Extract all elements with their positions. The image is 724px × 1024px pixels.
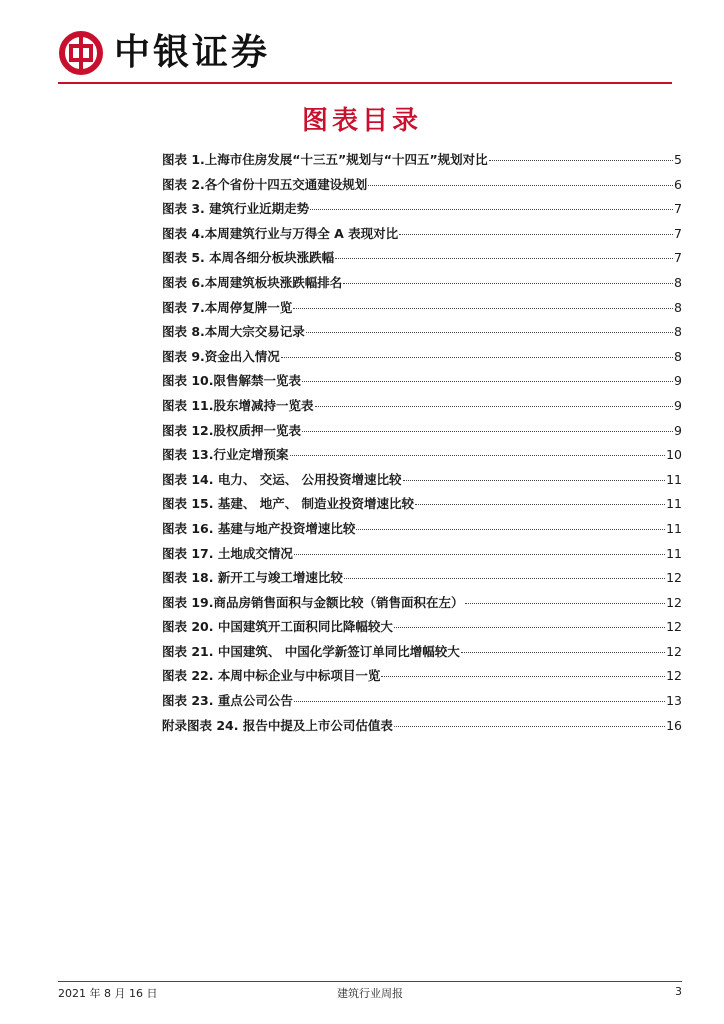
toc-leader-dots (343, 283, 673, 284)
toc-entry[interactable] (162, 150, 682, 175)
toc-entry-label: 图表 22. 本周中标企业与中标项目一览 (162, 668, 381, 684)
toc-entry[interactable] (162, 273, 682, 298)
toc-entry-label: 图表 19.商品房销售面积与金额比较（销售面积在左） (162, 594, 464, 610)
toc-entry[interactable] (162, 568, 682, 593)
toc-leader-dots (403, 480, 666, 481)
toc-entry[interactable] (162, 691, 682, 716)
toc-leader-dots (294, 554, 665, 555)
toc-entry[interactable] (162, 470, 682, 495)
toc-entry[interactable] (162, 298, 682, 323)
toc-leader-dots (335, 258, 673, 259)
toc-leader-dots (293, 308, 673, 309)
toc-entry-label: 图表 3. 建筑行业近期走势 (162, 201, 310, 217)
toc-entry-page: 8 (674, 324, 682, 340)
toc-entry-label: 图表 23. 重点公司公告 (162, 693, 293, 709)
toc-entry[interactable] (162, 322, 682, 347)
toc-leader-dots (394, 627, 665, 628)
toc-entry-label: 图表 11.股东增减持一览表 (162, 397, 314, 413)
toc-entry-page: 11 (666, 471, 682, 487)
toc-entry-label: 图表 5. 本周各细分板块涨跌幅 (162, 250, 335, 266)
toc-entry-label: 图表 8.本周大宗交易记录 (162, 324, 305, 340)
toc-entry-page: 9 (674, 373, 682, 389)
toc-entry-page: 8 (674, 274, 682, 290)
toc-entry-page: 12 (666, 570, 682, 586)
toc-leader-dots (381, 676, 665, 677)
footer-report-name: 建筑行业周报 (337, 987, 403, 1000)
toc-entry[interactable] (162, 199, 682, 224)
toc-entry-label: 图表 6.本周建筑板块涨跌幅排名 (162, 274, 343, 290)
toc-leader-dots (415, 504, 665, 505)
toc-entry-label: 图表 14. 电力、 交运、 公用投资增速比较 (162, 471, 402, 487)
toc-entry-page: 8 (674, 299, 682, 315)
toc-leader-dots (281, 357, 673, 358)
toc-entry-label: 图表 17. 土地成交情况 (162, 545, 293, 561)
toc-entry-label: 图表 4.本周建筑行业与万得全 A 表现对比 (162, 225, 399, 241)
toc-leader-dots (302, 381, 673, 382)
toc-entry-page: 8 (674, 348, 682, 364)
toc-entry-page: 11 (666, 520, 682, 536)
report-footer (58, 985, 682, 1001)
toc-entry-label: 图表 7.本周停复牌一览 (162, 299, 293, 315)
toc-leader-dots (461, 652, 665, 653)
header-divider (58, 82, 672, 84)
toc-entry-page: 12 (666, 619, 682, 635)
toc-list (162, 150, 682, 740)
toc-entry-label: 图表 18. 新开工与竣工增速比较 (162, 570, 343, 586)
toc-entry[interactable] (162, 642, 682, 667)
toc-entry-page: 9 (674, 397, 682, 413)
toc-entry[interactable] (162, 175, 682, 200)
toc-entry[interactable] (162, 445, 682, 470)
toc-entry-page: 7 (674, 225, 682, 241)
toc-entry-page: 12 (666, 643, 682, 659)
toc-entry-page: 11 (666, 545, 682, 561)
toc-leader-dots (465, 603, 666, 604)
toc-entry[interactable] (162, 248, 682, 273)
toc-leader-dots (306, 332, 673, 333)
toc-entry[interactable] (162, 716, 682, 741)
footer-page-number: 3 (675, 985, 682, 998)
toc-leader-dots (356, 529, 665, 530)
toc-entry-page: 5 (674, 152, 682, 167)
toc-entry-label: 图表 12.股权质押一览表 (162, 422, 301, 438)
toc-entry-page: 12 (666, 668, 682, 684)
toc-entry[interactable] (162, 347, 682, 372)
toc-entry[interactable] (162, 666, 682, 691)
toc-entry[interactable] (162, 396, 682, 421)
toc-entry[interactable] (162, 593, 682, 618)
toc-entry-page: 12 (666, 594, 682, 610)
toc-entry-label: 图表 10.限售解禁一览表 (162, 373, 301, 389)
toc-entry-page: 7 (674, 250, 682, 266)
toc-leader-dots (399, 234, 673, 235)
toc-entry-label: 附录图表 24. 报告中提及上市公司估值表 (162, 717, 393, 733)
toc-entry-page: 16 (666, 717, 682, 733)
bank-of-china-logo-icon (58, 30, 104, 76)
toc-entry-label: 图表 15. 基建、 地产、 制造业投资增速比较 (162, 496, 415, 512)
toc-entry-label: 图表 13.行业定增预案 (162, 447, 289, 463)
brand-name: 中银证券 (114, 32, 271, 73)
toc-entry-label: 图表 20. 中国建筑开工面积同比降幅较大 (162, 619, 393, 635)
toc-entry-page: 7 (674, 201, 682, 217)
toc-leader-dots (315, 406, 674, 407)
toc-entry-page: 10 (666, 447, 682, 463)
toc-entry[interactable] (162, 421, 682, 446)
toc-entry-label: 图表 1.上海市住房发展“十三五”规划与“十四五”规划对比 (162, 152, 488, 167)
toc-entry-page: 6 (674, 176, 682, 192)
toc-leader-dots (344, 578, 665, 579)
toc-entry[interactable] (162, 544, 682, 569)
footer-divider (58, 981, 682, 982)
toc-entry[interactable] (162, 371, 682, 396)
toc-entry[interactable] (162, 224, 682, 249)
toc-leader-dots (394, 726, 665, 727)
toc-entry-label: 图表 9.资金出入情况 (162, 348, 280, 364)
footer-date: 2021 年 8 月 16 日 (58, 987, 158, 1000)
toc-entry[interactable] (162, 494, 682, 519)
toc-entry[interactable] (162, 519, 682, 544)
toc-leader-dots (290, 455, 666, 456)
toc-entry-label: 图表 21. 中国建筑、 中国化学新签订单同比增幅较大 (162, 643, 460, 659)
toc-leader-dots (294, 701, 665, 702)
toc-entry-page: 11 (666, 496, 682, 512)
toc-entry[interactable] (162, 617, 682, 642)
toc-entry-label: 图表 16. 基建与地产投资增速比较 (162, 520, 356, 536)
toc-title: 图表目录 (301, 106, 422, 136)
toc-entry-page: 13 (666, 693, 682, 709)
toc-entry-page: 9 (674, 422, 682, 438)
toc-leader-dots (310, 209, 673, 210)
report-header (58, 30, 270, 76)
toc-leader-dots (489, 160, 673, 161)
toc-leader-dots (302, 431, 673, 432)
toc-leader-dots (368, 185, 673, 186)
toc-entry-label: 图表 2.各个省份十四五交通建设规划 (162, 176, 368, 192)
